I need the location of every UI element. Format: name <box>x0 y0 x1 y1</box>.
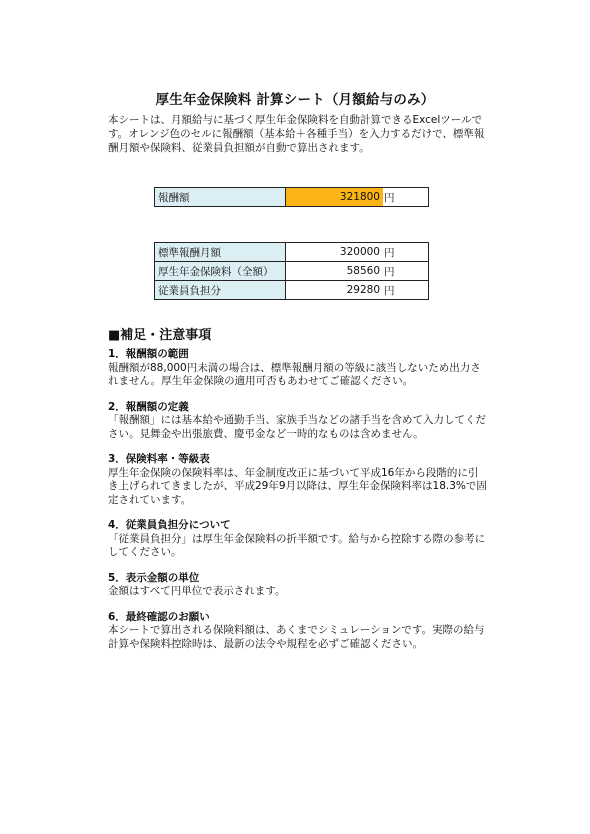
result-value: 58560 <box>286 262 384 281</box>
note-body: 「従業員負担分」は厚生年金保険料の折半額です。給与から控除する際の参考にしてください。 <box>108 532 486 558</box>
note-title: 2．報酬額の定義 <box>108 400 189 413</box>
notes-list <box>108 348 488 663</box>
result-unit: 円 <box>383 281 429 300</box>
result-table <box>154 242 429 300</box>
salary-input-cell[interactable]: 321800 <box>286 188 384 207</box>
input-table <box>154 187 429 207</box>
input-row <box>155 188 429 207</box>
note-title: 5．表示金額の単位 <box>108 571 200 584</box>
note-item <box>108 401 488 442</box>
result-row <box>155 243 429 262</box>
result-unit: 円 <box>383 262 429 281</box>
input-label: 報酬額 <box>155 188 286 207</box>
note-body: 厚生年金保険の保険料率は、年金制度改正に基づいて平成16年から段階的に引き上げられてきましたが、平成29年9月以降は、厚生年金保険料率は18.3%で固定されています。 <box>108 466 487 506</box>
input-unit: 円 <box>383 188 429 207</box>
result-unit: 円 <box>383 243 429 262</box>
result-label: 厚生年金保険料（全額） <box>155 262 286 281</box>
intro-text: 本シートは、月額給与に基づく厚生年金保険料を自動計算できるExcelツールです。オレンジ色のセルに報酬額（基本給＋各種手当）を入力するだけで、標準報酬月額や保険料、従業員負担額が自動で算出されます。 <box>108 114 485 154</box>
note-title: 1．報酬額の範囲 <box>108 348 189 360</box>
note-item <box>108 519 488 560</box>
result-value: 29280 <box>286 281 384 300</box>
result-label: 標準報酬月額 <box>155 243 286 262</box>
note-title: 3．保険料率・等級表 <box>108 453 210 465</box>
result-label: 従業員負担分 <box>155 281 286 300</box>
note-body: 本シートで算出される保険料額は、あくまでシミュレーションです。実際の給与計算や保険料控除時は、最新の法令や規程を必ずご確認ください。 <box>108 624 485 650</box>
note-title: 6．最終確認のお願い <box>108 610 210 623</box>
note-item <box>108 453 488 507</box>
page-title: 厚生年金保険料 計算シート（月額給与のみ） <box>155 92 435 108</box>
result-row <box>155 262 429 281</box>
note-title: 4．従業員負担分について <box>108 519 231 531</box>
note-item <box>108 348 488 389</box>
note-item <box>108 572 488 599</box>
note-item <box>108 611 488 652</box>
result-row <box>155 281 429 300</box>
note-body: 金額はすべて円単位で表示されます。 <box>108 585 286 597</box>
notes-heading: ■補足・注意事項 <box>108 328 212 343</box>
note-body: 「報酬額」には基本給や通勤手当、家族手当などの諸手当を含めて入力してください。見舞金や出張旅費、慶弔金など一時的なものは含めません。 <box>108 414 486 440</box>
note-body: 報酬額が88,000円未満の場合は、標準報酬月額の等級に該当しないため出力されません。厚生年金保険の適用可否もあわせてご確認ください。 <box>108 361 481 387</box>
result-value: 320000 <box>286 243 384 262</box>
